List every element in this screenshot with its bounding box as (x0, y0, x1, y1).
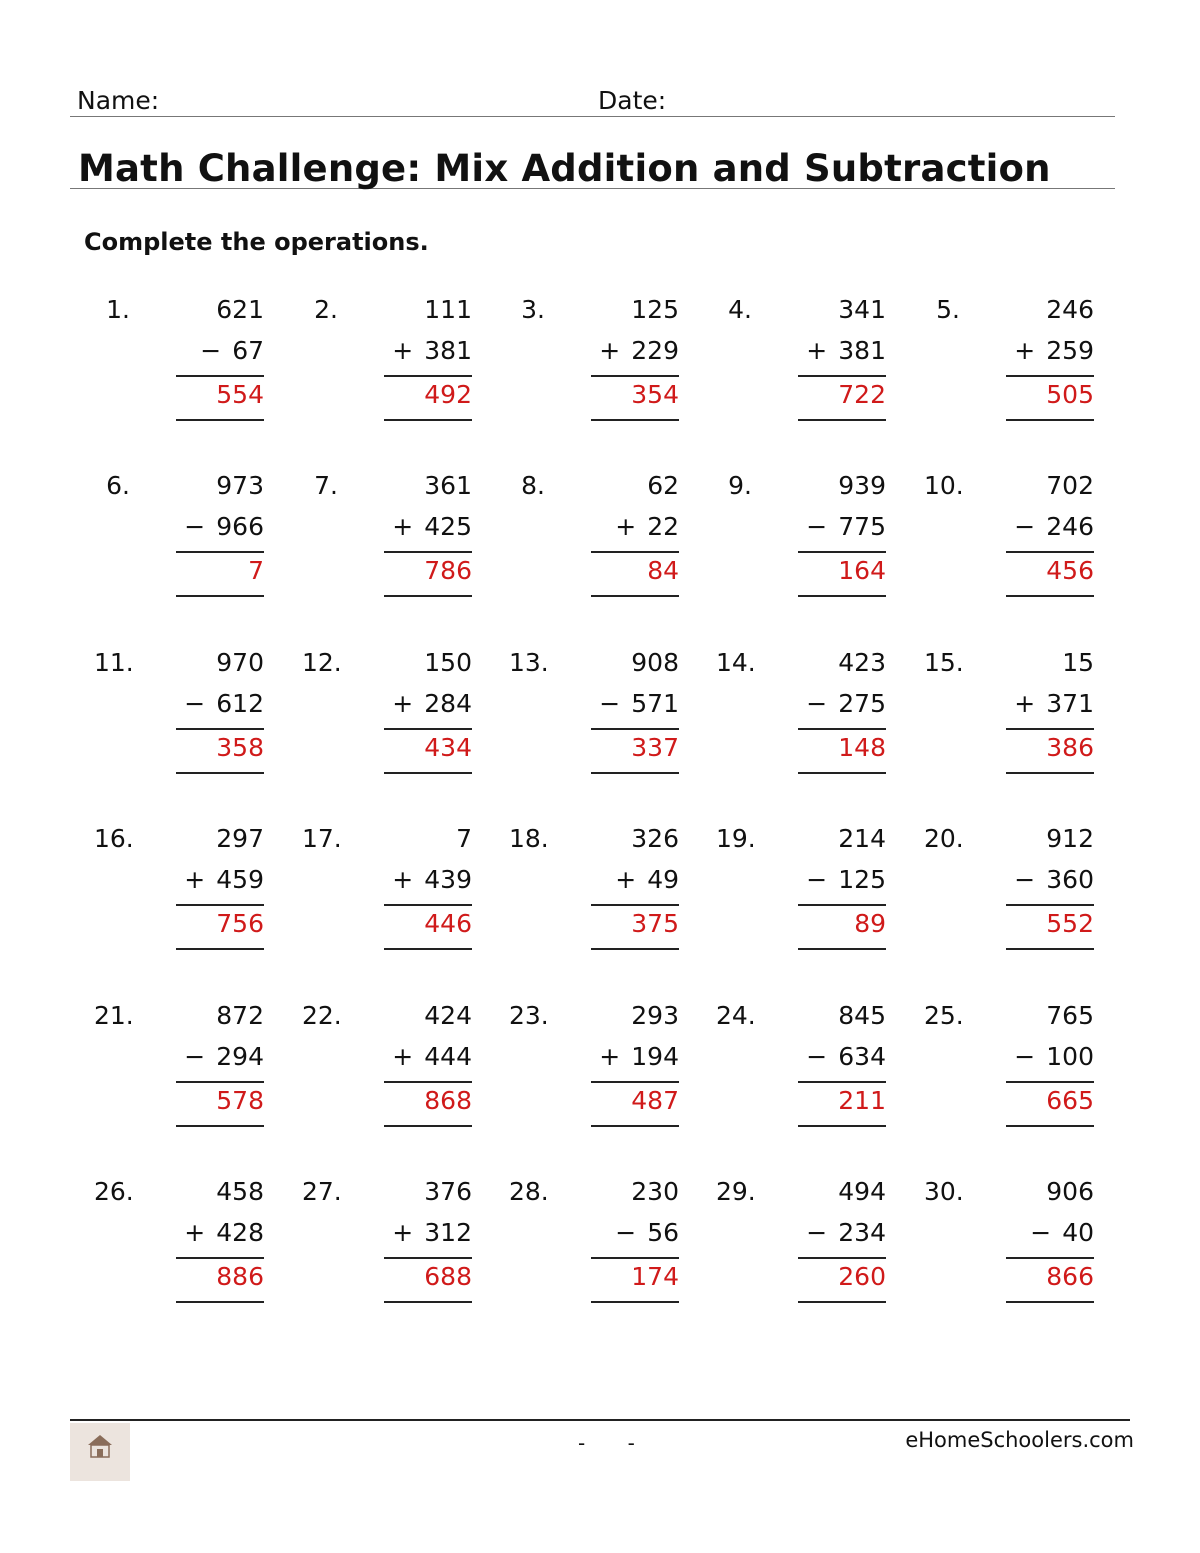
bottom-operand: 634 (838, 1042, 886, 1071)
problem-number: 5. (936, 295, 960, 324)
operator-sign: + (615, 512, 637, 541)
top-operand: 361 (424, 471, 472, 500)
answer-underline (1006, 772, 1094, 774)
sum-line (384, 375, 472, 377)
problem-number: 11. (94, 648, 134, 677)
sum-line (176, 1081, 264, 1083)
bottom-operand: 444 (424, 1042, 472, 1071)
bottom-operand-row (184, 1218, 264, 1247)
problem-number: 28. (509, 1177, 549, 1206)
top-operand: 150 (424, 648, 472, 677)
answer: 554 (216, 380, 264, 409)
bottom-operand-row (806, 1218, 886, 1247)
operator-sign: − (806, 1042, 828, 1071)
bottom-operand: 67 (232, 336, 264, 365)
answer: 174 (631, 1262, 679, 1291)
top-operand: 341 (838, 295, 886, 324)
bottom-operand: 125 (838, 865, 886, 894)
answer-underline (384, 772, 472, 774)
answer: 456 (1046, 556, 1094, 585)
top-operand: 246 (1046, 295, 1094, 324)
operator-sign: − (1014, 512, 1036, 541)
answer: 446 (424, 909, 472, 938)
top-operand: 973 (216, 471, 264, 500)
operator-sign: + (392, 1042, 414, 1071)
operator-sign: + (392, 1218, 414, 1247)
answer-underline (1006, 419, 1094, 421)
bottom-operand-row (806, 689, 886, 718)
problem-20 (924, 824, 1094, 954)
problem-number: 3. (521, 295, 545, 324)
problem-5 (924, 295, 1094, 425)
bottom-operand-row (1014, 336, 1094, 365)
bottom-operand: 40 (1062, 1218, 1094, 1247)
answer-underline (176, 595, 264, 597)
bottom-operand-row (184, 512, 264, 541)
operator-sign: + (1014, 689, 1036, 718)
operator-sign: + (392, 865, 414, 894)
top-operand: 906 (1046, 1177, 1094, 1206)
top-operand: 458 (216, 1177, 264, 1206)
answer: 688 (424, 1262, 472, 1291)
top-operand: 111 (424, 295, 472, 324)
problem-number: 12. (302, 648, 342, 677)
top-operand: 939 (838, 471, 886, 500)
answer: 578 (216, 1086, 264, 1115)
answer: 868 (424, 1086, 472, 1115)
bottom-operand-row (392, 689, 472, 718)
page-number-placeholder: - - (578, 1431, 653, 1455)
sum-line (1006, 904, 1094, 906)
answer-underline (591, 1301, 679, 1303)
bottom-operand-row (184, 1042, 264, 1071)
bottom-operand-row (392, 1042, 472, 1071)
sum-line (591, 375, 679, 377)
problem-number: 9. (728, 471, 752, 500)
sum-line (1006, 551, 1094, 553)
sum-line (176, 375, 264, 377)
bottom-operand-row (1014, 689, 1094, 718)
answer: 552 (1046, 909, 1094, 938)
sum-line (1006, 375, 1094, 377)
operator-sign: − (184, 689, 206, 718)
sum-line (798, 551, 886, 553)
top-operand: 912 (1046, 824, 1094, 853)
answer-underline (176, 772, 264, 774)
bottom-operand-row (200, 336, 264, 365)
bottom-operand-row (599, 1042, 679, 1071)
operator-sign: + (184, 865, 206, 894)
footer-site: eHomeSchoolers.com (905, 1428, 1134, 1452)
title-row (70, 145, 1115, 189)
page-title: Math Challenge: Mix Addition and Subtraction (78, 147, 1051, 190)
problem-9 (716, 471, 886, 601)
problem-number: 17. (302, 824, 342, 853)
problem-number: 4. (728, 295, 752, 324)
bottom-operand: 371 (1046, 689, 1094, 718)
problem-19 (716, 824, 886, 954)
problem-11 (94, 648, 264, 778)
bottom-operand: 381 (838, 336, 886, 365)
top-operand: 621 (216, 295, 264, 324)
bottom-operand: 775 (838, 512, 886, 541)
operator-sign: + (392, 336, 414, 365)
answer-underline (591, 1125, 679, 1127)
answer-underline (384, 1125, 472, 1127)
problem-6 (94, 471, 264, 601)
bottom-operand: 459 (216, 865, 264, 894)
bottom-operand-row (615, 865, 679, 894)
problem-number: 25. (924, 1001, 964, 1030)
answer-underline (176, 1301, 264, 1303)
answer: 211 (838, 1086, 886, 1115)
problem-number: 24. (716, 1001, 756, 1030)
top-operand: 494 (838, 1177, 886, 1206)
bottom-operand-row (1014, 512, 1094, 541)
answer: 358 (216, 733, 264, 762)
operator-sign: − (184, 512, 206, 541)
answer: 786 (424, 556, 472, 585)
sum-line (1006, 1081, 1094, 1083)
operator-sign: − (184, 1042, 206, 1071)
top-operand: 845 (838, 1001, 886, 1030)
problem-number: 20. (924, 824, 964, 853)
bottom-operand-row (392, 1218, 472, 1247)
bottom-operand-row (1030, 1218, 1094, 1247)
sum-line (798, 1081, 886, 1083)
operator-sign: − (200, 336, 222, 365)
top-operand: 293 (631, 1001, 679, 1030)
top-operand: 423 (838, 648, 886, 677)
answer: 260 (838, 1262, 886, 1291)
problem-17 (302, 824, 472, 954)
answer-underline (384, 1301, 472, 1303)
problem-30 (924, 1177, 1094, 1307)
problem-10 (924, 471, 1094, 601)
bottom-operand-row (392, 336, 472, 365)
problem-number: 8. (521, 471, 545, 500)
name-label: Name: (77, 86, 160, 115)
answer: 505 (1046, 380, 1094, 409)
problem-number: 15. (924, 648, 964, 677)
answer: 375 (631, 909, 679, 938)
problem-1 (94, 295, 264, 425)
sum-line (798, 904, 886, 906)
answer-underline (591, 595, 679, 597)
operator-sign: + (184, 1218, 206, 1247)
answer: 337 (631, 733, 679, 762)
problem-number: 27. (302, 1177, 342, 1206)
bottom-operand: 194 (631, 1042, 679, 1071)
problem-26 (94, 1177, 264, 1307)
answer-underline (1006, 1301, 1094, 1303)
bottom-operand: 56 (647, 1218, 679, 1247)
problem-21 (94, 1001, 264, 1131)
bottom-operand-row (599, 336, 679, 365)
problem-23 (509, 1001, 679, 1131)
operator-sign: + (615, 865, 637, 894)
problem-22 (302, 1001, 472, 1131)
bottom-operand: 294 (216, 1042, 264, 1071)
answer-underline (798, 772, 886, 774)
answer-underline (176, 948, 264, 950)
bottom-operand-row (1014, 1042, 1094, 1071)
sum-line (591, 1257, 679, 1259)
bottom-operand-row (599, 689, 679, 718)
answer-underline (1006, 1125, 1094, 1127)
bottom-operand-row (806, 336, 886, 365)
sum-line (591, 551, 679, 553)
answer-underline (176, 419, 264, 421)
bottom-operand: 312 (424, 1218, 472, 1247)
top-operand: 297 (216, 824, 264, 853)
sum-line (798, 375, 886, 377)
top-operand: 15 (1062, 648, 1094, 677)
bottom-operand-row (806, 865, 886, 894)
problem-number: 10. (924, 471, 964, 500)
sum-line (176, 1257, 264, 1259)
top-operand: 7 (456, 824, 472, 853)
operator-sign: + (392, 689, 414, 718)
answer: 148 (838, 733, 886, 762)
operator-sign: − (615, 1218, 637, 1247)
problem-8 (509, 471, 679, 601)
top-operand: 872 (216, 1001, 264, 1030)
problem-number: 30. (924, 1177, 964, 1206)
bottom-operand-row (615, 1218, 679, 1247)
sum-line (1006, 1257, 1094, 1259)
top-operand: 970 (216, 648, 264, 677)
sum-line (798, 728, 886, 730)
footer-divider (70, 1419, 1130, 1421)
operator-sign: + (599, 1042, 621, 1071)
problem-13 (509, 648, 679, 778)
problem-number: 26. (94, 1177, 134, 1206)
bottom-operand: 284 (424, 689, 472, 718)
answer-underline (591, 772, 679, 774)
top-operand: 908 (631, 648, 679, 677)
sum-line (591, 728, 679, 730)
sum-line (176, 904, 264, 906)
date-label: Date: (598, 86, 667, 115)
answer: 7 (248, 556, 264, 585)
problem-4 (716, 295, 886, 425)
problem-number: 2. (314, 295, 338, 324)
bottom-operand: 428 (216, 1218, 264, 1247)
answer-underline (798, 1301, 886, 1303)
answer: 722 (838, 380, 886, 409)
top-operand: 214 (838, 824, 886, 853)
answer-underline (798, 948, 886, 950)
bottom-operand: 439 (424, 865, 472, 894)
answer-underline (798, 419, 886, 421)
bottom-operand: 22 (647, 512, 679, 541)
operator-sign: − (1014, 1042, 1036, 1071)
bottom-operand: 275 (838, 689, 886, 718)
problem-27 (302, 1177, 472, 1307)
bottom-operand: 612 (216, 689, 264, 718)
problem-number: 18. (509, 824, 549, 853)
instructions: Complete the operations. (84, 228, 429, 256)
bottom-operand: 246 (1046, 512, 1094, 541)
bottom-operand-row (184, 689, 264, 718)
problem-24 (716, 1001, 886, 1131)
answer-underline (176, 1125, 264, 1127)
answer-underline (798, 595, 886, 597)
operator-sign: + (599, 336, 621, 365)
bottom-operand: 571 (631, 689, 679, 718)
problem-number: 6. (106, 471, 130, 500)
problem-number: 19. (716, 824, 756, 853)
problem-number: 23. (509, 1001, 549, 1030)
top-operand: 230 (631, 1177, 679, 1206)
top-operand: 765 (1046, 1001, 1094, 1030)
problem-number: 13. (509, 648, 549, 677)
top-operand: 326 (631, 824, 679, 853)
answer: 84 (647, 556, 679, 585)
operator-sign: + (1014, 336, 1036, 365)
operator-sign: − (1014, 865, 1036, 894)
operator-sign: − (806, 865, 828, 894)
problem-14 (716, 648, 886, 778)
answer: 386 (1046, 733, 1094, 762)
answer-underline (384, 419, 472, 421)
operator-sign: − (806, 689, 828, 718)
bottom-operand-row (392, 512, 472, 541)
problem-2 (302, 295, 472, 425)
sum-line (591, 1081, 679, 1083)
problem-number: 7. (314, 471, 338, 500)
problem-25 (924, 1001, 1094, 1131)
operator-sign: − (1030, 1218, 1052, 1247)
sum-line (176, 728, 264, 730)
house-logo-icon (70, 1423, 130, 1481)
answer: 89 (854, 909, 886, 938)
answer: 492 (424, 380, 472, 409)
answer-underline (384, 948, 472, 950)
bottom-operand-row (1014, 865, 1094, 894)
answer: 434 (424, 733, 472, 762)
problem-28 (509, 1177, 679, 1307)
answer-underline (384, 595, 472, 597)
top-operand: 424 (424, 1001, 472, 1030)
answer: 665 (1046, 1086, 1094, 1115)
answer: 756 (216, 909, 264, 938)
bottom-operand: 425 (424, 512, 472, 541)
bottom-operand: 49 (647, 865, 679, 894)
sum-line (384, 1257, 472, 1259)
problem-7 (302, 471, 472, 601)
problem-number: 1. (106, 295, 130, 324)
bottom-operand: 360 (1046, 865, 1094, 894)
operator-sign: + (392, 512, 414, 541)
sum-line (384, 728, 472, 730)
top-operand: 62 (647, 471, 679, 500)
problem-15 (924, 648, 1094, 778)
problem-number: 14. (716, 648, 756, 677)
bottom-operand: 259 (1046, 336, 1094, 365)
bottom-operand-row (806, 1042, 886, 1071)
bottom-operand-row (392, 865, 472, 894)
bottom-operand: 229 (631, 336, 679, 365)
problem-16 (94, 824, 264, 954)
bottom-operand-row (615, 512, 679, 541)
problem-12 (302, 648, 472, 778)
bottom-operand: 966 (216, 512, 264, 541)
answer-underline (591, 419, 679, 421)
sum-line (1006, 728, 1094, 730)
problem-3 (509, 295, 679, 425)
sum-line (384, 904, 472, 906)
bottom-operand: 381 (424, 336, 472, 365)
problem-number: 16. (94, 824, 134, 853)
answer: 866 (1046, 1262, 1094, 1291)
operator-sign: − (599, 689, 621, 718)
answer: 886 (216, 1262, 264, 1291)
answer: 164 (838, 556, 886, 585)
top-operand: 702 (1046, 471, 1094, 500)
answer: 487 (631, 1086, 679, 1115)
sum-line (591, 904, 679, 906)
problem-number: 22. (302, 1001, 342, 1030)
sum-line (384, 1081, 472, 1083)
operator-sign: − (806, 1218, 828, 1247)
sum-line (176, 551, 264, 553)
answer-underline (1006, 595, 1094, 597)
bottom-operand-row (184, 865, 264, 894)
bottom-operand: 100 (1046, 1042, 1094, 1071)
answer: 354 (631, 380, 679, 409)
name-date-row (70, 84, 1115, 117)
problem-number: 21. (94, 1001, 134, 1030)
top-operand: 125 (631, 295, 679, 324)
operator-sign: − (806, 512, 828, 541)
sum-line (384, 551, 472, 553)
bottom-operand-row (806, 512, 886, 541)
problem-number: 29. (716, 1177, 756, 1206)
sum-line (798, 1257, 886, 1259)
problem-18 (509, 824, 679, 954)
operator-sign: + (806, 336, 828, 365)
answer-underline (798, 1125, 886, 1127)
answer-underline (1006, 948, 1094, 950)
answer-underline (591, 948, 679, 950)
top-operand: 376 (424, 1177, 472, 1206)
problem-29 (716, 1177, 886, 1307)
bottom-operand: 234 (838, 1218, 886, 1247)
